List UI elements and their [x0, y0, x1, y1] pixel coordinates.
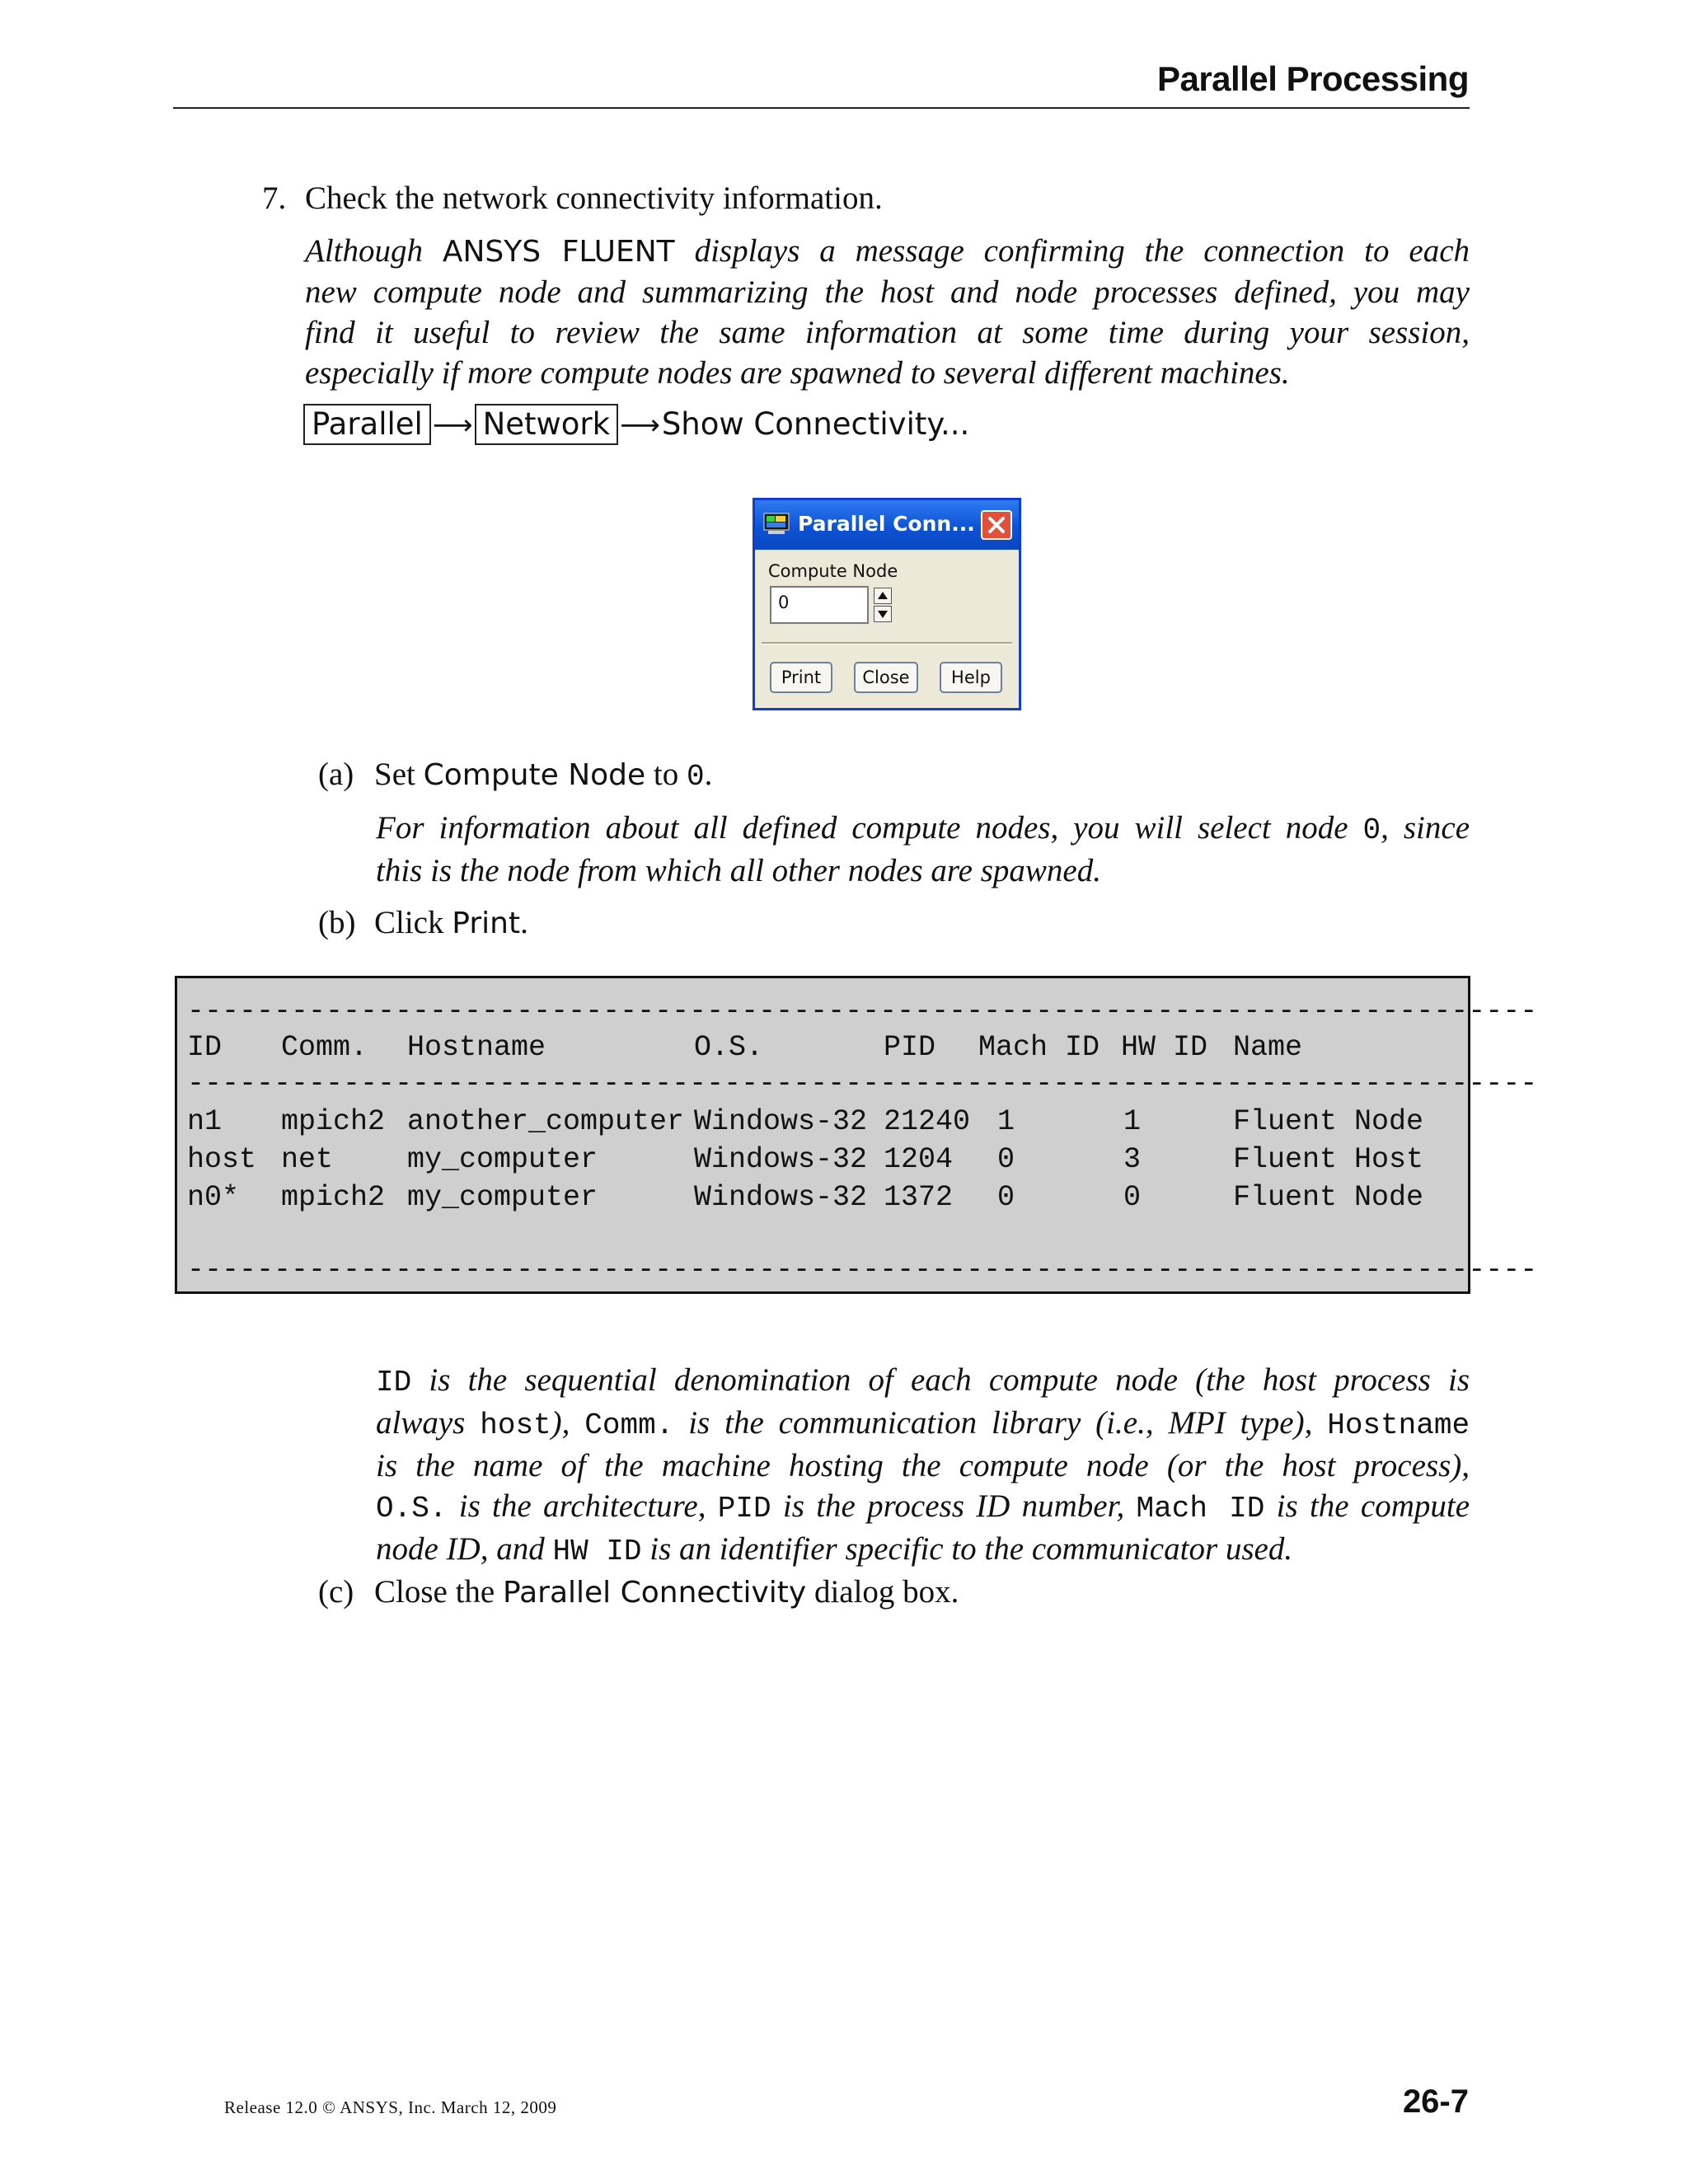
- table-cell: net: [281, 1143, 334, 1176]
- substep-c-label: (c): [318, 1574, 354, 1610]
- explanation-paragraph: [376, 1360, 1470, 1572]
- print-button[interactable]: Print: [770, 662, 832, 693]
- product-name: ANSYS FLUENT: [442, 235, 675, 269]
- table-cell: 1372: [884, 1181, 954, 1214]
- explanation-line-5: node ID, and HW ID is an identifier specific to the communicator used.: [376, 1531, 1293, 1568]
- step-note-line-3: find it useful to review the same information at some time during your session,: [305, 315, 1470, 350]
- header-rule: [173, 107, 1470, 109]
- explanation-line-3: is the name of the machine hosting the compute node (or the host process),: [376, 1448, 1470, 1483]
- table-cell: mpich2: [281, 1105, 386, 1138]
- close-icon[interactable]: [981, 510, 1012, 540]
- table-cell: Fluent Node: [1233, 1105, 1424, 1138]
- substep-a-text: Set Compute Node to 0.: [374, 757, 713, 794]
- help-button[interactable]: Help: [940, 662, 1002, 693]
- table-cell: my_computer: [407, 1181, 598, 1214]
- step-text: Check the network connectivity information.: [305, 180, 883, 216]
- table-cell: Windows-32: [694, 1143, 868, 1176]
- output-rule-bottom: ------------------------------------------------------------------------------: [187, 1254, 1538, 1286]
- output-rule-mid: ------------------------------------------------------------------------------: [187, 1067, 1538, 1100]
- close-button[interactable]: Close: [854, 662, 918, 693]
- parallel-connectivity-dialog: [753, 498, 1021, 710]
- explanation-line-2: always host), Comm. is the communication library (i.e., MPI type), Hostname: [376, 1405, 1470, 1442]
- table-cell: 1: [1123, 1105, 1142, 1138]
- step-note: [305, 231, 1470, 393]
- explanation-line-4: O.S. is the architecture, PID is the process ID number, Mach ID is the compute: [376, 1488, 1470, 1526]
- col-header-hw-id: HW ID: [1121, 1031, 1208, 1064]
- step-note-line-2: new compute node and summarizing the host and node processes defined, you may: [305, 274, 1470, 310]
- ui-compute-node: Compute Node: [423, 758, 646, 792]
- col-header-mach-id: Mach ID: [978, 1031, 1100, 1064]
- col-header-id: ID: [187, 1031, 223, 1064]
- table-cell: Windows-32: [694, 1105, 868, 1138]
- ui-parallel-connectivity: Parallel Connectivity: [502, 1576, 807, 1610]
- table-cell: n1: [187, 1105, 223, 1138]
- menu-show-connectivity[interactable]: Show Connectivity...: [661, 406, 970, 442]
- step-note-line-1: Although ANSYS FLUENT displays a message confirming the connection to each: [305, 233, 1470, 269]
- substep-a-label: (a): [318, 757, 354, 792]
- table-cell: 0: [997, 1181, 1015, 1214]
- step-number: 7.: [262, 180, 287, 216]
- explanation-line-1: ID is the sequential denomination of each compute node (the host process is: [376, 1362, 1470, 1399]
- table-cell: Fluent Host: [1233, 1143, 1424, 1176]
- table-cell: Fluent Node: [1233, 1181, 1424, 1214]
- table-cell: 1204: [884, 1143, 954, 1176]
- console-output: [175, 976, 1538, 1294]
- menu-arrow: ⟶: [620, 409, 660, 442]
- table-cell: 1: [997, 1105, 1015, 1138]
- step-note-line-4: especially if more compute nodes are spawned to several different machines.: [305, 355, 1290, 391]
- table-cell: Windows-32: [694, 1181, 868, 1214]
- substep-b-text: Click Print.: [374, 905, 528, 940]
- dialog-title: Parallel Conn...: [798, 512, 975, 536]
- col-header-comm: Comm.: [281, 1031, 368, 1064]
- dialog-titlebar: [755, 500, 1019, 550]
- col-header-hostname: Hostname: [407, 1031, 546, 1064]
- spin-down-icon[interactable]: [874, 606, 892, 622]
- page-number: 26-7: [1402, 2083, 1469, 2120]
- substep-a-note-line-2: this is the node from which all other nodes are spawned.: [376, 853, 1101, 888]
- menu-arrow: ⟶: [432, 409, 473, 442]
- table-cell: 0: [1123, 1181, 1142, 1214]
- compute-node-input[interactable]: 0: [770, 586, 869, 624]
- menu-path: [303, 404, 969, 445]
- spin-up-icon[interactable]: [874, 588, 892, 604]
- dialog-separator: [762, 642, 1012, 644]
- fluent-app-icon: [763, 512, 790, 535]
- table-cell: 0: [997, 1143, 1015, 1176]
- running-header: Parallel Processing: [1156, 59, 1469, 98]
- col-header-name: Name: [1233, 1031, 1303, 1064]
- footer-release: Release 12.0 © ANSYS, Inc. March 12, 2009: [224, 2097, 557, 2117]
- menu-network[interactable]: Network: [475, 404, 619, 445]
- substep-a-note-line-1: For information about all defined compute nodes, you will select node 0, since: [376, 810, 1470, 847]
- table-cell: 3: [1123, 1143, 1142, 1176]
- output-rule-top: ------------------------------------------------------------------------------: [187, 995, 1538, 1028]
- table-cell: n0*: [187, 1181, 240, 1214]
- compute-node-label: Compute Node: [768, 561, 898, 581]
- substep-c-text: Close the Parallel Connectivity dialog box.: [374, 1574, 959, 1610]
- col-header-os: O.S.: [694, 1031, 764, 1064]
- table-cell: host: [187, 1143, 257, 1176]
- substep-b-label: (b): [318, 905, 356, 940]
- table-cell: mpich2: [281, 1181, 386, 1214]
- ui-print: Print: [452, 907, 521, 940]
- menu-parallel[interactable]: Parallel: [303, 404, 431, 445]
- col-header-pid: PID: [884, 1031, 936, 1064]
- substep-a-note: [376, 808, 1470, 891]
- table-cell: 21240: [884, 1105, 971, 1138]
- table-cell: my_computer: [407, 1143, 598, 1176]
- table-cell: another_computer: [407, 1105, 685, 1138]
